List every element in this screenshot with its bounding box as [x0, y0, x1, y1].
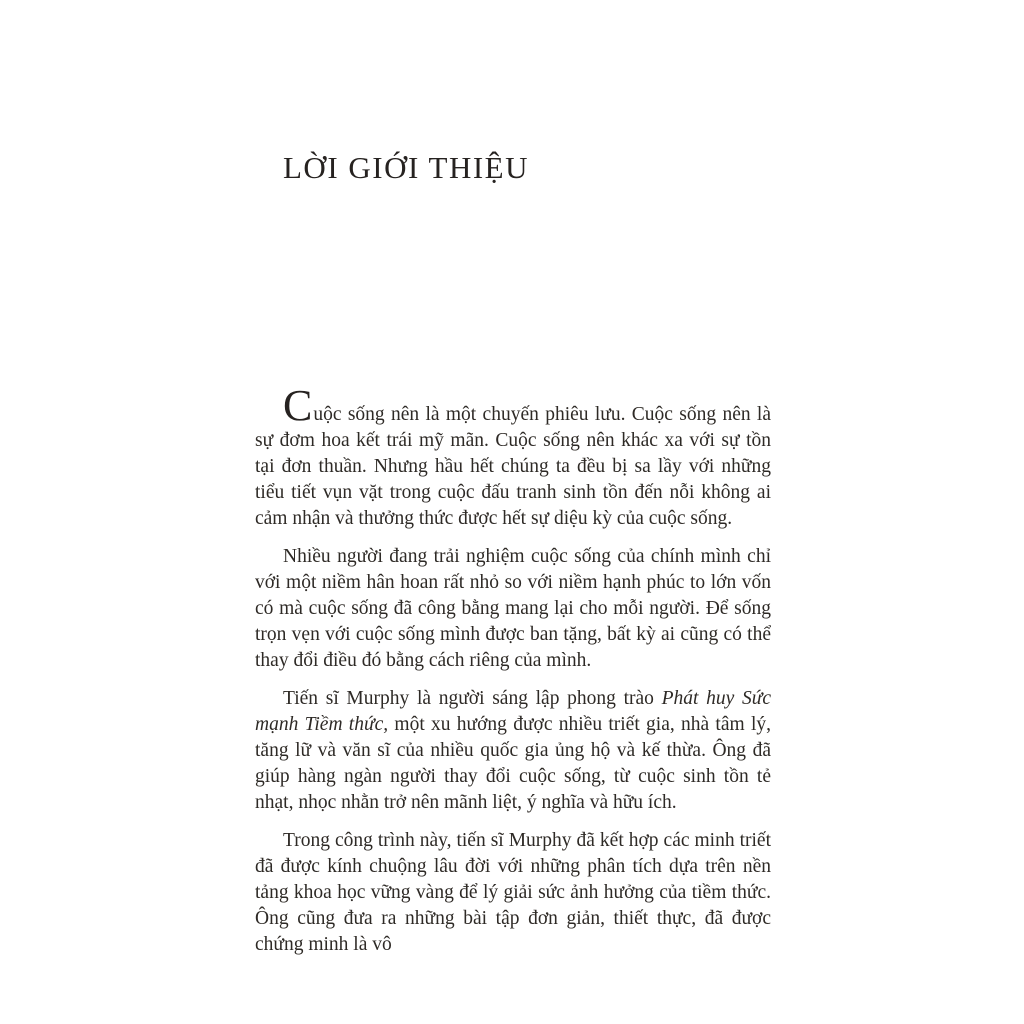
- paragraph-1: [255, 381, 771, 532]
- paragraph-2: [255, 544, 771, 674]
- chapter-title: LỜI GIỚI THIỆU: [283, 150, 529, 185]
- paragraph-4-text: Trong công trình này, tiến sĩ Murphy đã kết hợp các minh triết đã được kính chuộng lâu đời với những phân tích dựa trên nền tảng khoa học vững vàng để lý giải sức ảnh hưởng của tiềm thức. Ông cũng đưa ra những bài tập đơn giản, thiết thực, đã được chứng minh là vô: [255, 830, 771, 955]
- paragraph-3-italic-phrase: Phát huy Sức mạnh Tiềm thức,: [255, 688, 771, 735]
- paragraph-3-text-before: Tiến sĩ Murphy là người sáng lập phong trào: [283, 688, 662, 709]
- paragraph-3: [255, 686, 771, 816]
- paragraph-3-text-after: một xu hướng được nhiều triết gia, nhà tâm lý, tăng lữ và văn sĩ của nhiều quốc gia ủng hộ và kế thừa. Ông đã giúp hàng ngàn người thay đổi cuộc sống, từ cuộc sinh tồn tẻ nhạt, nhọc nhằn trở nên mãnh liệt, ý nghĩa và hữu ích.: [255, 714, 771, 813]
- paragraph-2-text: Nhiều người đang trải nghiệm cuộc sống của chính mình chỉ với một niềm hân hoan rất nhỏ so với niềm hạnh phúc to lớn vốn có mà cuộc sống đã công bằng mang lại cho mỗi người. Để sống trọn vẹn với cuộc sống mình được ban tặng, bất kỳ ai cũng có thể thay đổi điều đó bằng cách riêng của mình.: [255, 546, 771, 671]
- body-text-block: [255, 381, 771, 958]
- dropcap-initial: C: [283, 381, 314, 430]
- paragraph-1-text: uộc sống nên là một chuyến phiêu lưu. Cuộc sống nên là sự đơm hoa kết trái mỹ mãn. Cuộc sống nên khác xa với sự tồn tại đơn thuần. Nhưng hầu hết chúng ta đều bị sa lầy với những tiểu tiết vụn vặt trong cuộc đấu tranh sinh tồn đến nỗi không ai cảm nhận và thưởng thức được hết sự diệu kỳ của cuộc sống.: [255, 404, 771, 529]
- paragraph-4: [255, 828, 771, 958]
